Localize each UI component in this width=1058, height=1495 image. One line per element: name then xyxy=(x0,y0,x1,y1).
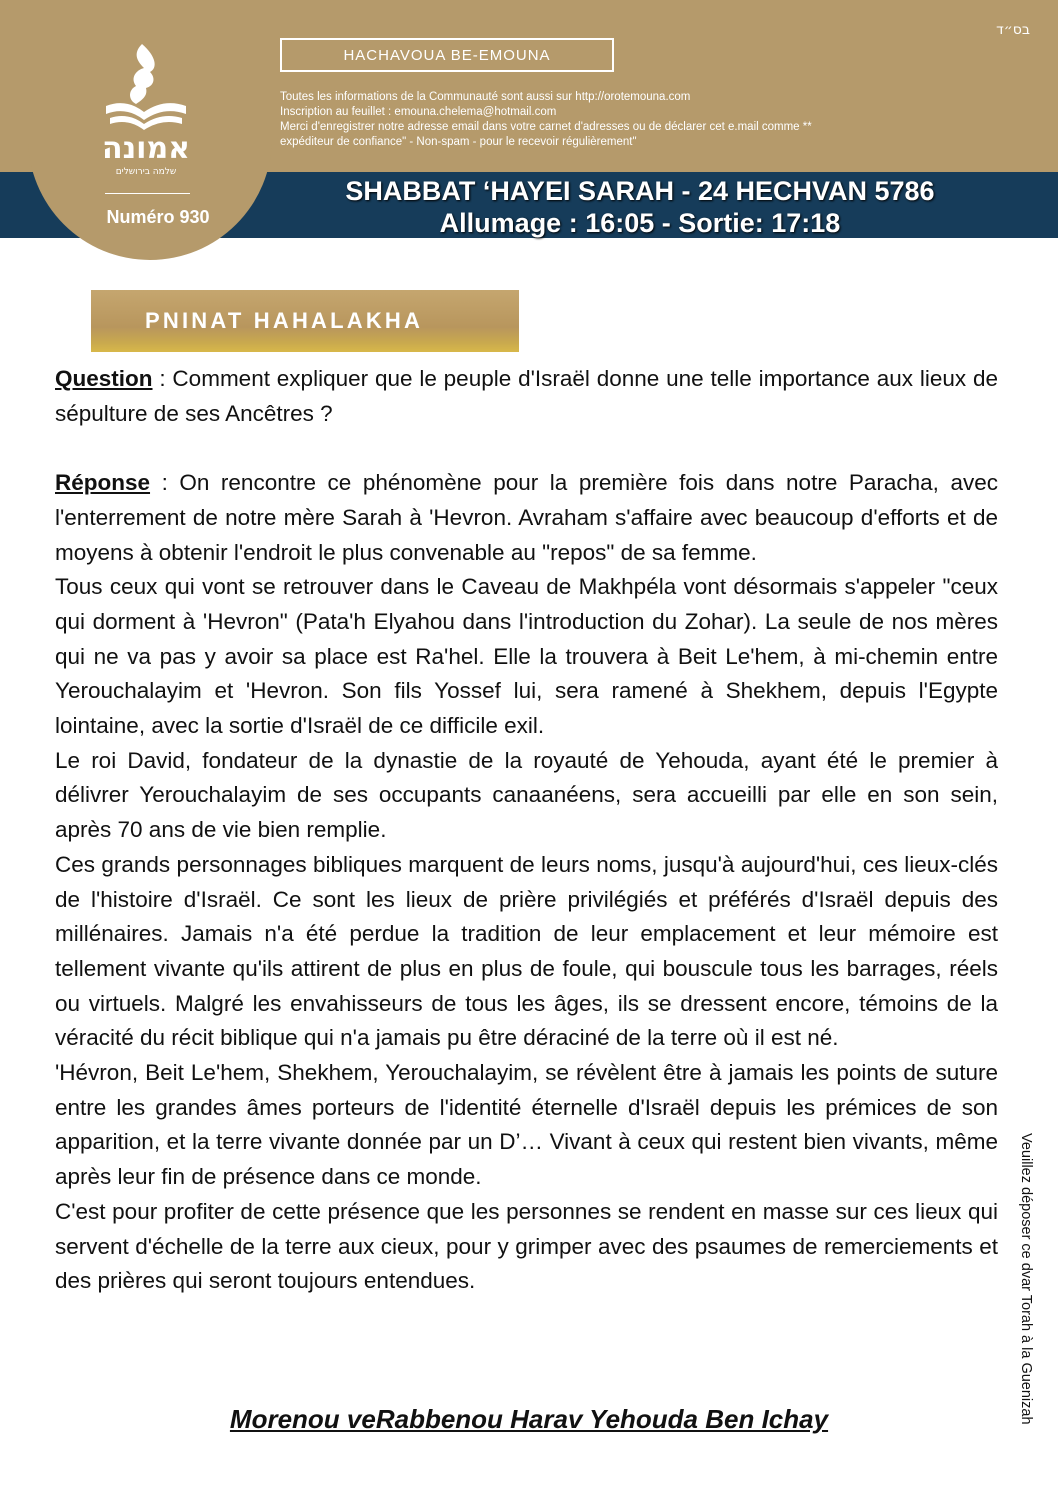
answer-text: : On rencontre ce phénomène pour la première fois dans notre Paracha, avec l'enterrement de notre mère Sarah à 'Hevron. Avraham s'affaire avec beaucoup d'efforts et de moyens à obtenir l'endroit le plus convenable au "repos" de sa femme. xyxy=(55,470,998,565)
info-line: Merci d'enregistrer notre adresse email dans votre carnet d'adresses ou de déclarer cet e.mail comme ** xyxy=(280,121,812,133)
body-paragraph: 'Hévron, Beit Le'hem, Shekhem, Yerouchalayim, se révèlent être à jamais les points de suture entre les grandes âmes porteurs de l'identité éternelle d'Israël depuis les prémices de son apparition, et la terre vivante donnée par un D’… Vivant à ceux qui restent bien vivants, même après leur fin de présence dans ce monde. xyxy=(55,1060,998,1190)
answer-paragraph xyxy=(55,466,998,570)
publication-name: HACHAVOUA BE-EMOUNA xyxy=(280,38,614,72)
logo-text: אמונה xyxy=(101,131,191,166)
info-line: Inscription au feuillet : emouna.chelema@hotmail.com xyxy=(280,106,557,118)
body-paragraph: C'est pour profiter de cette présence que les personnes se rendent en masse sur ces lieux qui servent d'échelle de la terre aux cieux, pour y grimper avec des psaumes de remerciements et des prières qui seront toujours entendues. xyxy=(55,1198,998,1294)
info-line: Toutes les informations de la Communauté sont aussi sur http://orotemouna.com xyxy=(280,91,691,103)
bsd-mark: בס״ד xyxy=(996,22,1030,38)
answer-label: Réponse xyxy=(55,470,151,496)
paragraph-gap xyxy=(55,431,998,466)
body-paragraph: Tous ceux qui vont se retrouver dans le Caveau de Makhpéla vont désormais s'appeler "ceux qui dorment à 'Hevron" (Pata'h Elyahou dans l'introduction du Zohar). La seule de nos mères qui ne va pas y avoir sa place est Ra'hel. Elle la trouvera à Beit Le'hem, à mi-chemin entre Yerouchalayim et 'Hevron. Son fils Yossef lui, sera ramené à Shekhem, depuis l'Egypte lointaine, avec la sortie d'Israël de ce difficile exil. xyxy=(55,574,998,739)
author-signature: Morenou veRabbenou Harav Yehouda Ben Ichay xyxy=(229,1404,829,1434)
issue-number: Numéro 930 xyxy=(106,207,210,227)
shabbat-date: SHABBAT ‘HAYEI SARAH - 24 HECHVAN 5786 xyxy=(345,176,935,206)
question-label: Question xyxy=(55,366,153,391)
issue-divider xyxy=(105,193,190,194)
body-paragraph: Ces grands personnages bibliques marquent de leurs noms, jusqu'à aujourd'hui, ces lieux-clés de l'histoire d'Israël. Ce sont les lieux de prière privilégiés et préférés d'Israël depuis des millénaires. Jamais n'a été perdue la tradition de leur emplacement et leur mémoire est tellement vivante qu'ils attirent de plus en plus de foule, qui bouscule tous les barrages, réels ou virtuels. Malgré les envahisseurs de tous les âges, ils se dressent encore, témoins de la véracité du récit biblique qui n'a jamais pu être déraciné de la terre où il est né. xyxy=(55,851,998,1051)
question-text: : Comment expliquer que le peuple d'Israël donne une telle importance aux lieux de sépulture de ses Ancêtres ? xyxy=(55,366,998,426)
candle-times: Allumage : 16:05 - Sortie: 17:18 xyxy=(439,208,841,238)
body-paragraph: Le roi David, fondateur de la dynastie de la royauté de Yehouda, ayant été le premier à délivrer Yerouchalayim de ses occupants canaanéens, sera accueilli par elle en son sein, après 70 ans de vie bien remplie. xyxy=(55,747,998,843)
section-banner xyxy=(91,290,519,352)
info-line: expéditeur de confiance" - Non-spam - pour le recevoir régulièrement" xyxy=(280,136,637,148)
guenizah-note: Veuillez déposer ce dvar Torah à la Guenizah xyxy=(1018,1133,1034,1425)
article-body xyxy=(55,362,998,1299)
emouna-flame-book-logo-icon xyxy=(98,40,194,180)
community-info xyxy=(280,90,930,150)
question-paragraph xyxy=(55,362,998,431)
section-title: PNINAT HAHALAKHA xyxy=(145,308,424,333)
logo-subtext: שלמה בירושלים xyxy=(115,167,177,177)
